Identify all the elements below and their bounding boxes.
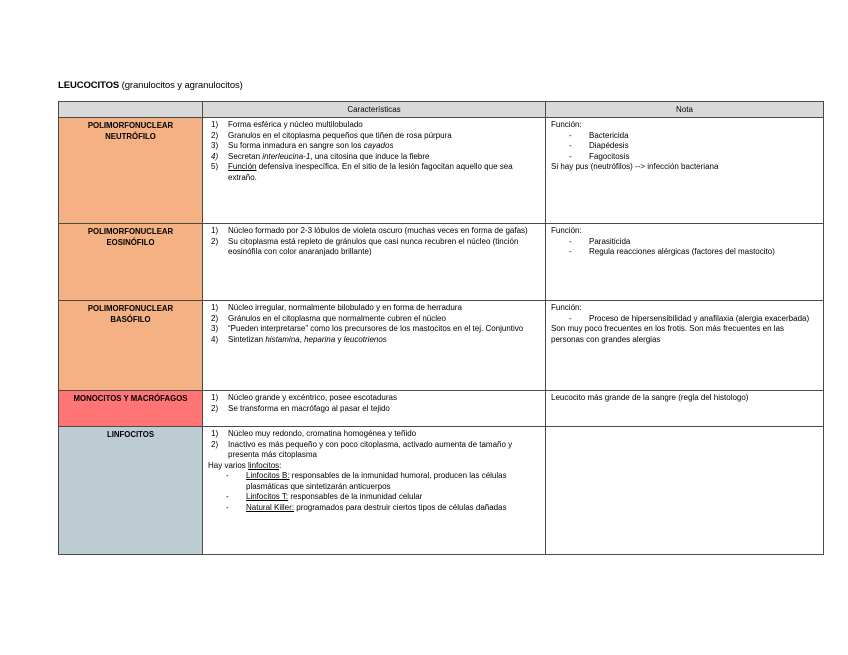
list-item: 4) Sintetizan histamina, heparina y leucotrienos (211, 334, 387, 344)
nota-label: Función: (551, 120, 582, 129)
list-item: 1) Forma esférica y núcleo multilobulado (211, 120, 363, 129)
list-item: - Bactericida (569, 130, 629, 140)
nota-label: Función: (551, 303, 582, 312)
list-item: 4) Secretan interleucina-1, una citosina que induce la fiebre (211, 151, 430, 161)
linfocitos-intro: Hay varios linfocitos: (208, 460, 282, 470)
table-row (59, 301, 824, 391)
nota-eosinofilo (546, 224, 824, 301)
nota-basofilo (546, 301, 824, 391)
table-row (59, 118, 824, 224)
header-caracteristicas: Características (203, 102, 546, 118)
table-row (59, 224, 824, 301)
list-item: 1) Núcleo muy redondo, cromatina homogénea y teñido (211, 429, 417, 438)
list-item: 2) Gránulos en el citoplasma que normalmente cubren el núcleo (211, 313, 446, 323)
list-item: 1) Núcleo grande y excéntrico, posee escotaduras (211, 393, 397, 402)
leucocitos-table (58, 101, 824, 555)
list-item: 2) Granulos en el citoplasma pequeños que tiñen de rosa púrpura (211, 130, 452, 140)
caracteristicas-basofilo (203, 301, 546, 391)
row-label-linfocitos: LINFOCITOS (59, 427, 203, 555)
title-bold: LEUCOCITOS (58, 80, 120, 91)
list-item: - Proceso de hipersensibilidad y anafilaxia (alergia exacerbada) (569, 313, 810, 323)
nota-extra: Si hay pus (neutrófilos) --> infección bacteriana (551, 162, 719, 171)
list-item: 3) “Pueden interpretarse” como los precursores de los mastocitos en el tej. Conjuntivo (211, 324, 524, 333)
list-item: - Parasiticida (569, 236, 631, 246)
list-item: 2) Se transforma en macrófago al pasar el tejido (211, 403, 390, 413)
table-row (59, 391, 824, 427)
list-item: - Fagocitosis (569, 151, 630, 161)
list-item: - Natural Killer: programados para destruir ciertos tipos de células dañadas (226, 502, 507, 512)
list-item: - Linfocitos T: responsables de la inmunidad celular (226, 492, 423, 501)
list-item: 2) Su citoplasma está repleto de gránulos que casi nunca recubren el núcleo (tinción eosinófila con color anaranjado brillante) (211, 236, 519, 256)
row-label-line: EOSINÓFILO (106, 238, 155, 247)
row-label-monocitos: MONOCITOS Y MACRÓFAGOS (59, 391, 203, 427)
list-item: - Diapédesis (569, 141, 629, 150)
title-rest: (granulocitos y agranulocitos) (119, 80, 243, 91)
list-item: - Regula reacciones alérgicas (factores del mastocito) (569, 247, 775, 256)
nota-monocitos: Leucocito más grande de la sangre (regla del histologo) (546, 391, 824, 427)
list-item: 3) Su forma inmadura en sangre son los cayados (211, 141, 394, 150)
caracteristicas-neutrofilo (203, 118, 546, 224)
list-item: 5) Función defensiva inespecífica. En el sitio de la lesión fagocitan aquello que sea extraño. (211, 162, 513, 182)
caracteristicas-eosinofilo (203, 224, 546, 301)
row-label-line: POLIMORFONUCLEAR (87, 304, 174, 313)
list-item: 1) Núcleo irregular, normalmente bilobulado y en forma de herradura (211, 303, 462, 312)
header-nota: Nota (546, 102, 824, 118)
header-corner (59, 102, 203, 118)
row-label-line: NEUTRÓFILO (105, 132, 156, 141)
nota-neutrofilo (546, 118, 824, 224)
row-label-line: POLIMORFONUCLEAR (87, 227, 174, 236)
header-row (59, 102, 824, 118)
list-item: 2) Inactivo es más pequeño y con poco citoplasma, activado aumenta de tamaño y presenta más citoplasma (211, 439, 513, 459)
table-row (59, 427, 824, 555)
nota-label: Función: (551, 226, 582, 235)
row-label-neutrofilo (59, 118, 203, 224)
list-item: - Linfocitos B: responsables de la inmunidad humoral, producen las células plasmáticas que sintetizarán anticuerpos (226, 471, 507, 491)
nota-linfocitos (546, 427, 824, 555)
document-title (58, 80, 243, 91)
list-item: 1) Núcleo formado por 2-3 lóbulos de violeta oscuro (muchas veces en forma de gafas) (211, 226, 528, 235)
nota-extra: Son muy poco frecuentes en los frotis. Son más frecuentes en las personas con grandes alergias (551, 324, 785, 344)
row-label-line: POLIMORFONUCLEAR (87, 121, 174, 130)
caracteristicas-monocitos (203, 391, 546, 427)
row-label-basofilo (59, 301, 203, 391)
row-label-line: BASÓFILO (110, 315, 151, 324)
row-label-eosinofilo (59, 224, 203, 301)
caracteristicas-linfocitos (203, 427, 546, 555)
